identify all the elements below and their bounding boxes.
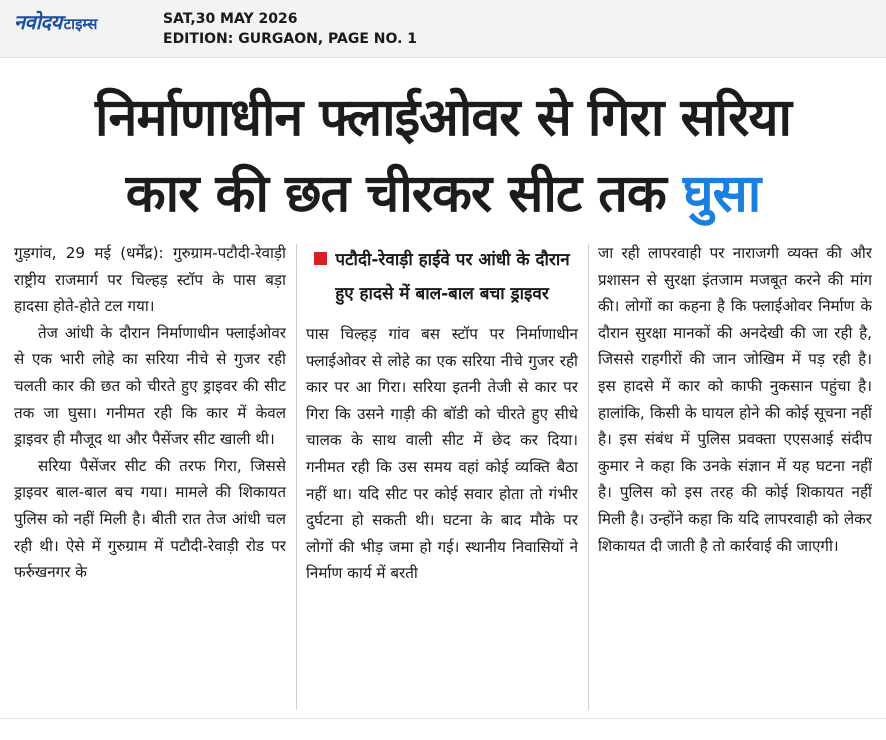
edition-info (163, 9, 417, 49)
subheadline-text: पटौदी-रेवाड़ी हाईवे पर आंधी के दौरान हुए हादसे में बाल-बाल बचा ड्राइवर (335, 250, 570, 304)
headline-line-2 (0, 156, 886, 232)
next-article-strip (0, 718, 886, 740)
article-paragraph: जा रही लापरवाही पर नाराजगी व्यक्त की और प्रशासन से सुरक्षा इंतजाम मजबूत करने की मांग की। लोगों का कहना है कि फ्लाईओवर निर्माण के दौरान सुरक्षा मानकों की अनदेखी की जा रही है, जिससे राहगीरों की जान जोखिम में पड़ रही है। इस हादसे में कार को काफी नुकसान पहुंचा है। हालांकि, किसी के घायल होने की कोई सूचना नहीं है। इस संबंध में पुलिस प्रवक्ता एएसआई संदीप कुमार ने कहा कि उनके संज्ञान में यह घटना नहीं है। पुलिस को इस तरह की कोई शिकायत नहीं मिली है। उन्होंने कहा कि यदि लापरवाही को लेकर शिकायत दी जाती है तो कार्रवाई की जाएगी। (598, 244, 872, 555)
masthead-bar (0, 0, 886, 58)
article-headline (0, 80, 886, 232)
article-paragraph: पास चिल्हड़ गांव बस स्टॉप पर निर्माणाधीन फ्लाईओवर से लोहे का एक सरिया नीचे गुजर रही कार पर आ गिरा। सरिया इतनी तेजी से कार पर गिरा कि उसने गाड़ी की बॉडी को चीरते हुए सीधे चालक के साथ वाली सीट में छेद कर दिया। गनीमत रही कि उस समय वहां कोई व्यक्ति बैठा नहीं था। यदि सीट पर कोई सवार होता तो गंभीर दुर्घटना हो सकती थी। घटना के बाद मौके पर लोगों की भीड़ जमा हो गई। स्थानीय निवासियों ने निर्माण कार्य में बरती (306, 325, 578, 583)
edition-page: EDITION: GURGAON, PAGE NO. 1 (163, 31, 418, 47)
logo-main-text: नवोदय (14, 10, 62, 34)
article-column-3 (598, 240, 872, 710)
article-paragraph: तेज आंधी के दौरान निर्माणाधीन फ्लाईओवर से एक भारी लोहे का सरिया नीचे से गुजर रही चलती कार की छत को चीरते हुए ड्राइवर की सीट तक जा घुसा। गनीमत रही कि कार में केवल ड्राइवर ही मौजूद था और पैसेंजर सीट खाली थी। (14, 323, 286, 449)
article-column-2 (306, 243, 578, 713)
dateline-paragraph: गुड़गांव, 29 मई (धर्मेंद्र): गुरुग्राम-पटौदी-रेवाड़ी राष्ट्रीय राजमार्ग पर चिल्हड़ स्टॉप के पास बड़ा हादसा होते-होते टल गया। (14, 244, 286, 316)
article-paragraph: सरिया पैसेंजर सीट की तरफ गिरा, जिससे ड्राइवर बाल-बाल बच गया। मामले की शिकायत पुलिस को नहीं मिली है। बीती रात तेज आंधी चल रही थी। ऐसे में गुरुग्राम में पटौदी-रेवाड़ी रोड पर फर्रुखनगर के (14, 456, 286, 582)
column-divider (296, 244, 297, 710)
headline-line-1: निर्माणाधीन फ्लाईओवर से गिरा सरिया (95, 88, 791, 148)
logo-sub-text: टाइम्स (63, 15, 98, 33)
publication-date: SAT,30 MAY 2026 (163, 11, 298, 27)
headline-line-2-main: कार की छत चीरकर सीट तक (125, 164, 666, 224)
column-divider (588, 244, 589, 710)
red-square-bullet-icon (314, 252, 327, 265)
newspaper-logo[interactable] (14, 8, 97, 32)
article-subheadline (306, 243, 578, 311)
article-column-1 (14, 240, 286, 710)
headline-highlight: घुसा (682, 164, 761, 224)
